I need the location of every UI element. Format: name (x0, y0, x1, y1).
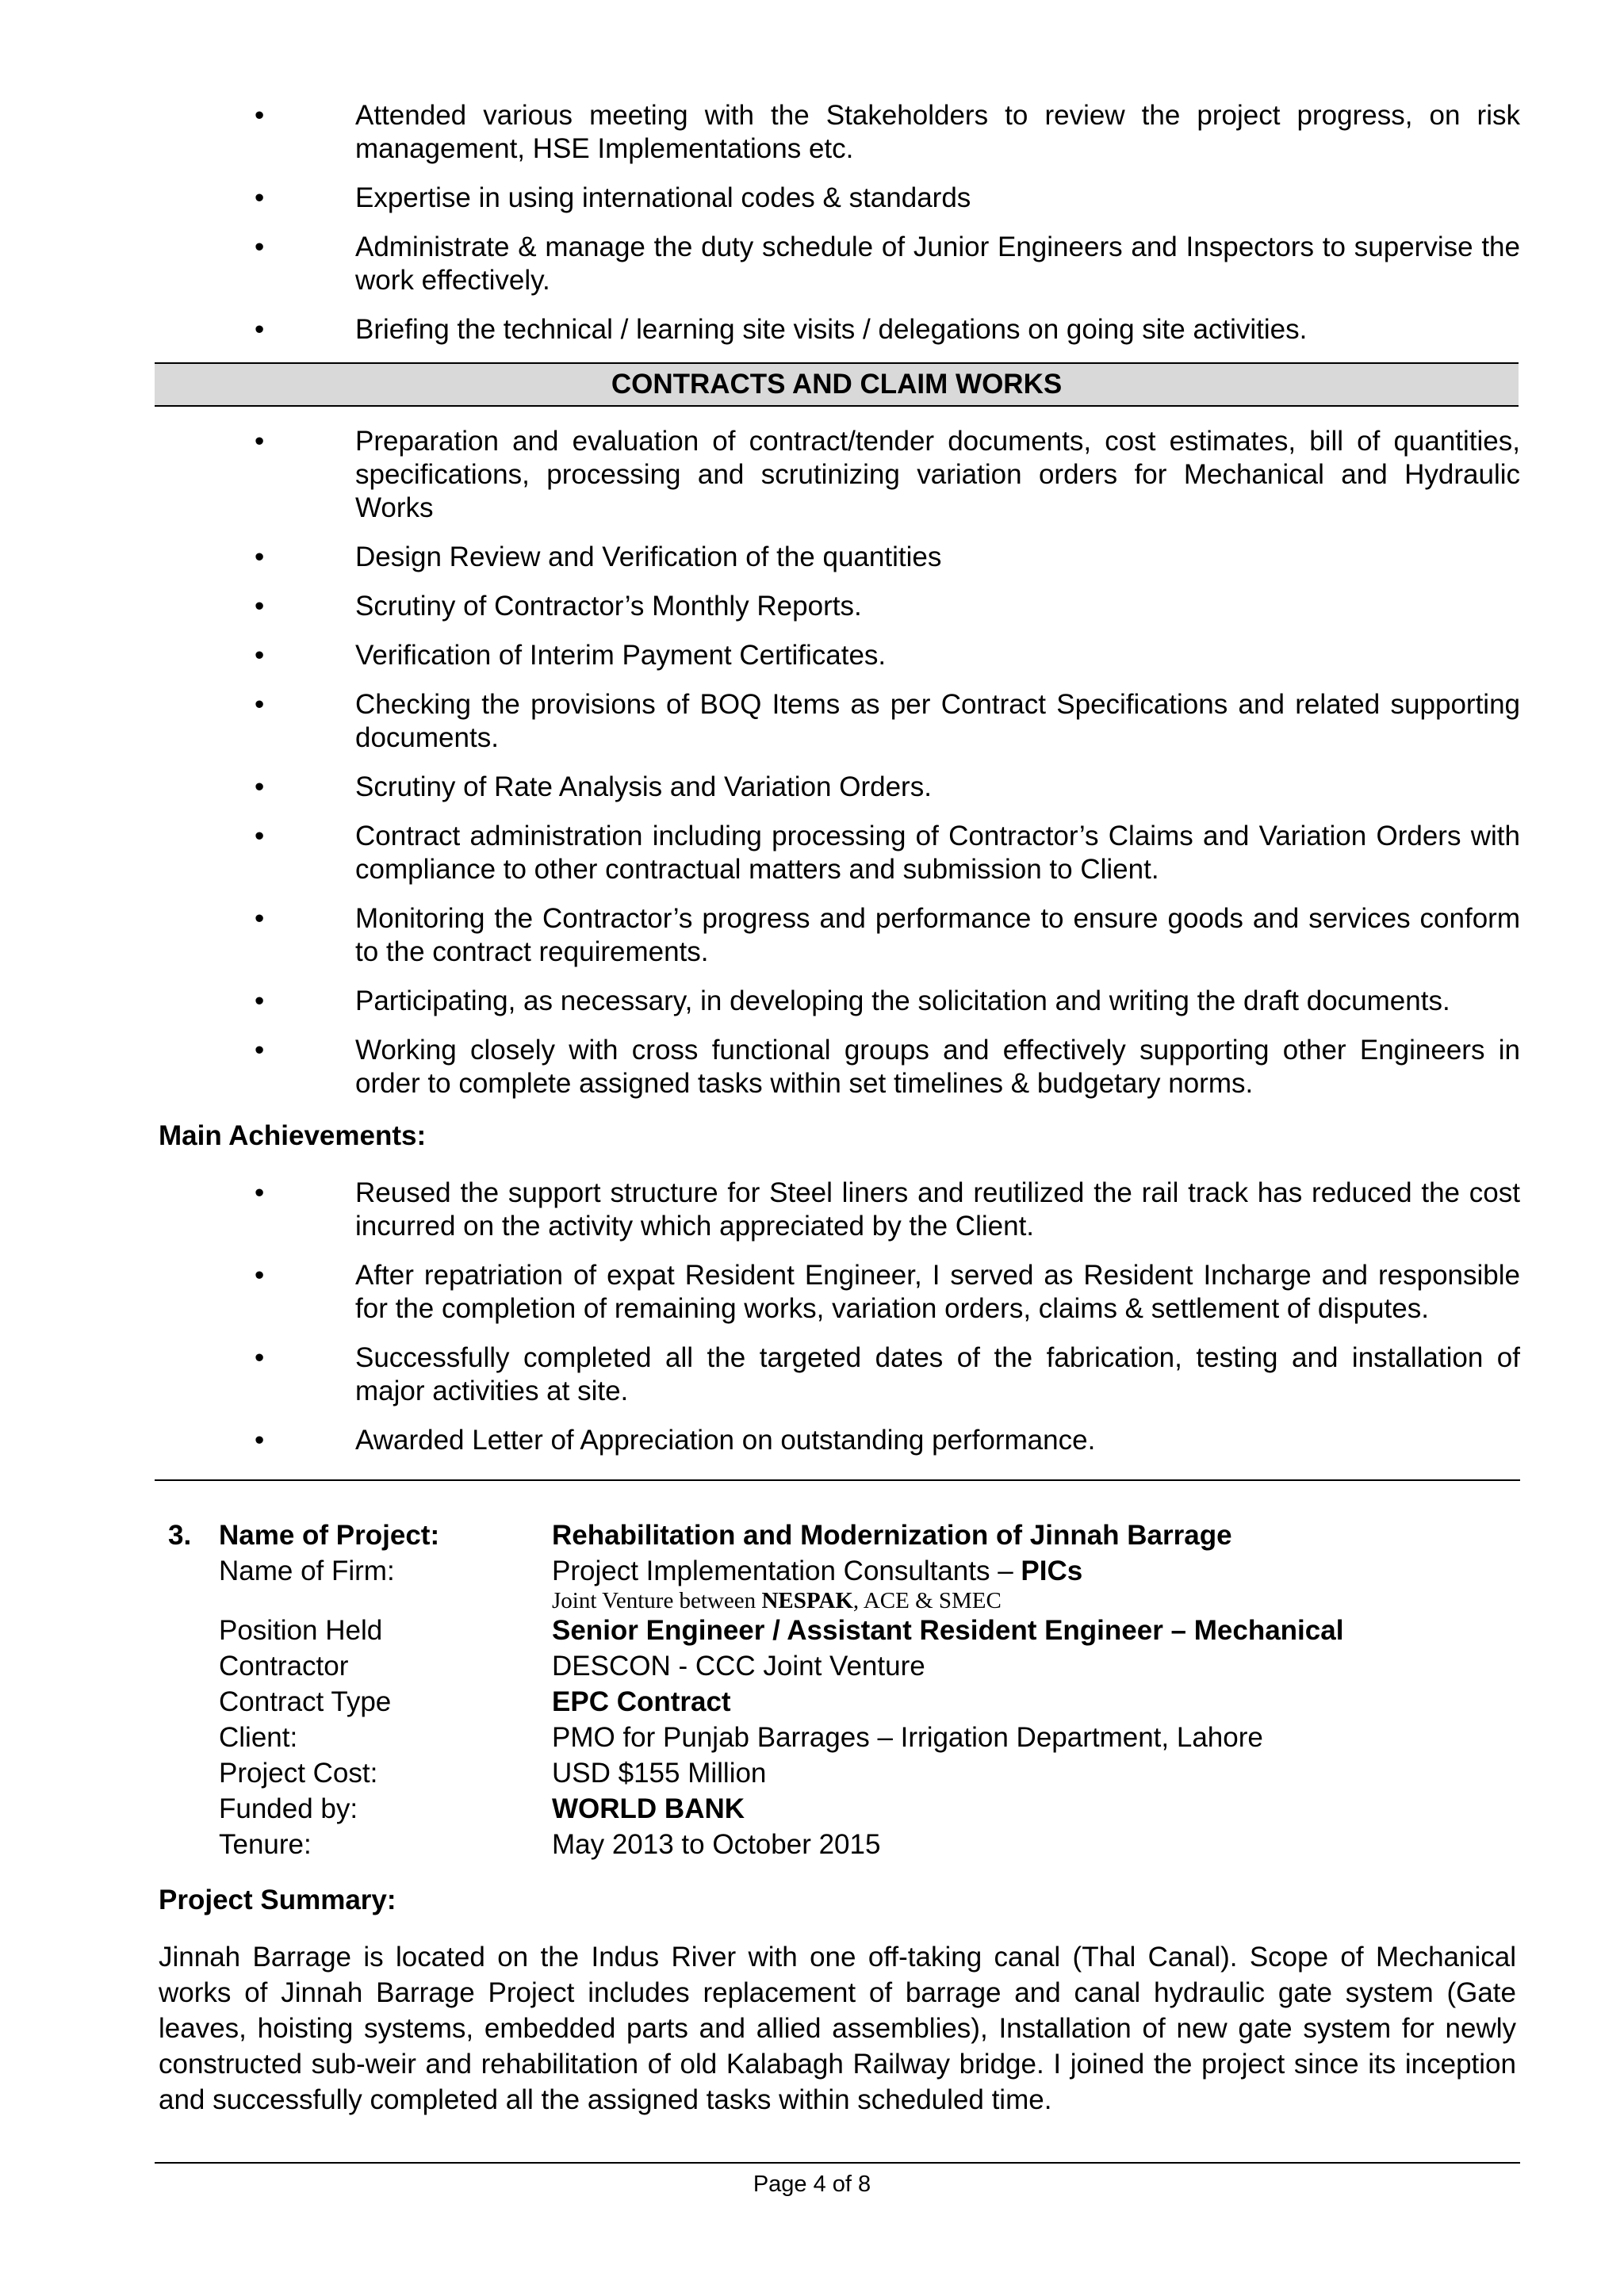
list-item: • Preparation and evaluation of contract/tender documents, cost estimates, bill of quantities, specifications, processing and scrutinizing variation orders for Mechanical and Hydraulic Works (255, 426, 1520, 523)
list-item: • Administrate & manage the duty schedule of Junior Engineers and Inspectors to supervise the work effectively. (255, 232, 1520, 296)
list-item: • Awarded Letter of Appreciation on outstanding performance. (255, 1425, 1096, 1456)
project-cost-row: Project Cost: USD $155 Million (219, 1758, 767, 1789)
contracts-list (155, 425, 1520, 1116)
list-item: • Successfully completed all the targeted dates of the fabrication, testing and installation of major activities at site. (255, 1342, 1520, 1406)
list-item: • Verification of Interim Payment Certificates. (255, 640, 887, 671)
contractor-row: Contractor DESCON - CCC Joint Venture (219, 1651, 925, 1682)
project-summary-text: Jinnah Barrage is located on the Indus River with one off-taking canal (Thal Canal). Scope of Mechanical works of Jinnah Barrage Project includes replacement of barrage and canal hydraulic gate system (Gate leaves, hoisting systems, embedded parts and allied assemblies), Installation of new gate system for newly constructed sub-weir and rehabilitation of old Kalabagh Railway bridge. I joined the project since its inception and successfully completed all the assigned tasks within scheduled time. (159, 1942, 1516, 2115)
section-header-contracts: CONTRACTS AND CLAIM WORKS (155, 362, 1519, 407)
tenure-row: Tenure: May 2013 to October 2015 (219, 1829, 881, 1860)
list-item: • Attended various meeting with the Stakeholders to review the project progress, on risk management, HSE Implementations etc. (255, 100, 1520, 164)
client-row: Client: PMO for Punjab Barrages – Irrigation Department, Lahore (219, 1722, 1263, 1753)
list-item: • Checking the provisions of BOQ Items as per Contract Specifications and related supporting documents. (255, 689, 1520, 753)
list-item: • Briefing the technical / learning site visits / delegations on going site activities. (255, 314, 1308, 345)
list-item: • Design Review and Verification of the quantities (255, 541, 942, 572)
main-achievements-heading: Main Achievements: (159, 1120, 427, 1151)
list-item: • Reused the support structure for Steel liners and reutilized the rail track has reduced the cost incurred on the activity which appreciated by the Client. (255, 1177, 1520, 1242)
footer-divider (155, 2162, 1520, 2164)
list-item: • Participating, as necessary, in developing the solicitation and writing the draft documents. (255, 985, 1450, 1016)
list-item: • Expertise in using international codes & standards (255, 182, 971, 213)
contract-type-row: Contract Type EPC Contract (219, 1686, 731, 1717)
list-item: • Scrutiny of Contractor’s Monthly Reports. (255, 591, 862, 622)
list-item: • Contract administration including processing of Contractor’s Claims and Variation Orders with compliance to other contractual matters and submission to Client. (255, 821, 1520, 885)
list-item: • Monitoring the Contractor’s progress and performance to ensure goods and services conform to the contract requirements. (255, 903, 1520, 967)
list-item: • Working closely with cross functional groups and effectively supporting other Engineers in order to complete assigned tasks within set timelines & budgetary norms. (255, 1035, 1520, 1099)
project-name-row: 3. Name of Project: Rehabilitation and Modernization of Jinnah Barrage (168, 1520, 1232, 1551)
position-row: Position Held Senior Engineer / Assistant Resident Engineer – Mechanical (219, 1615, 1344, 1646)
joint-venture-note: Joint Venture between NESPAK, ACE & SMEC (552, 1588, 1002, 1613)
project-summary-heading: Project Summary: (159, 1885, 396, 1915)
list-item: • After repatriation of expat Resident Engineer, I served as Resident Incharge and responsible for the completion of remaining works, variation orders, claims & settlement of disputes. (255, 1260, 1520, 1324)
firm-row: Name of Firm: Project Implementation Consultants – PICs (219, 1556, 1083, 1586)
funded-by-row: Funded by: WORLD BANK (219, 1793, 745, 1824)
project-details (168, 1517, 1516, 1862)
page-number: Page 4 of 8 (753, 2172, 871, 2197)
achievements-list (155, 1177, 1520, 1473)
divider (155, 1479, 1520, 1481)
list-item: • Scrutiny of Rate Analysis and Variation Orders. (255, 771, 932, 802)
responsibilities-list (155, 99, 1520, 362)
